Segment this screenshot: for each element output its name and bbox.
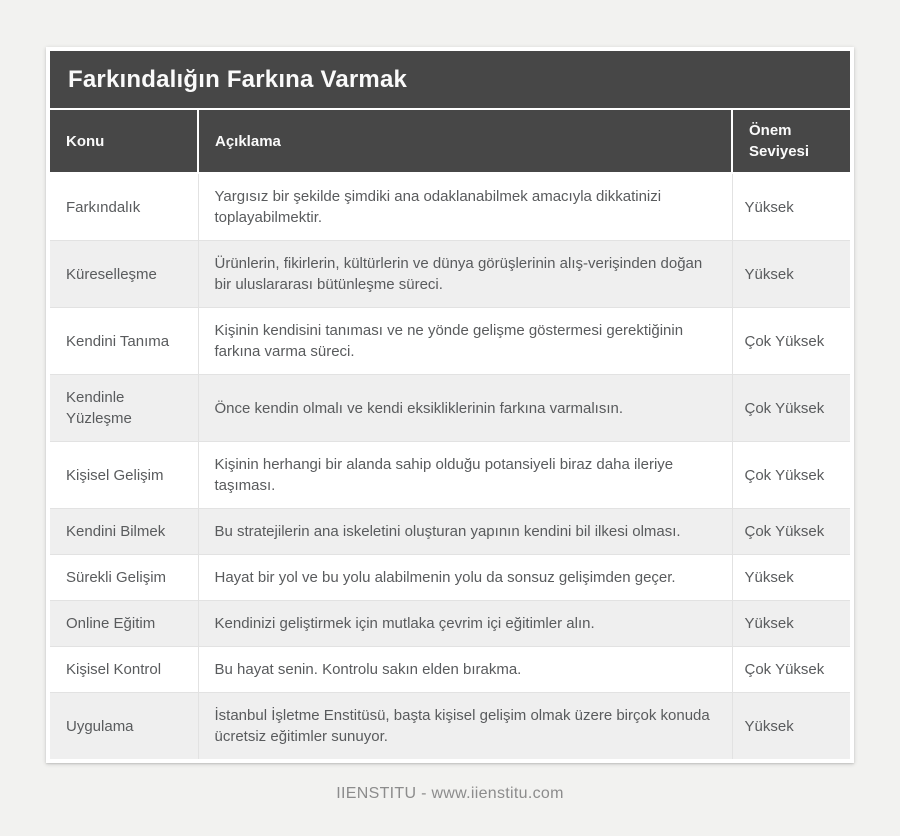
column-header-konu: Konu — [50, 110, 198, 173]
cell-onem-seviyesi: Çok Yüksek — [732, 647, 850, 693]
table-row — [50, 693, 850, 760]
cell-konu: Kişisel Kontrol — [66, 661, 162, 678]
footer-credit: IIENSTITU - www.iienstitu.com — [336, 785, 564, 802]
cell-konu: Online Eğitim — [66, 615, 156, 632]
cell-onem-seviyesi: Yüksek — [732, 601, 850, 647]
cell-onem-seviyesi: Çok Yüksek — [732, 308, 850, 375]
column-header-onem-seviyesi: Önem Seviyesi — [732, 110, 850, 173]
cell-aciklama: Kendinizi geliştirmek için mutlaka çevrim içi eğitimler alın. — [198, 601, 732, 647]
table-row — [50, 173, 850, 241]
table-header — [50, 110, 850, 173]
cell-onem-seviyesi: Çok Yüksek — [732, 375, 850, 442]
cell-aciklama: Kişinin herhangi bir alanda sahip olduğu potansiyeli biraz daha ileriye taşıması. — [198, 442, 732, 509]
cell-aciklama: Bu stratejilerin ana iskeletini oluşturan yapının kendini bil ilkesi olması. — [198, 509, 732, 555]
cell-onem-seviyesi: Yüksek — [732, 555, 850, 601]
cell-aciklama: Yargısız bir şekilde şimdiki ana odaklanabilmek amacıyla dikkatinizi toplayabilmektir. — [198, 173, 732, 241]
cell-aciklama: İstanbul İşletme Enstitüsü, başta kişisel gelişim olmak üzere birçok konuda ücretsiz eğitimler sunuyor. — [198, 693, 732, 760]
cell-onem-seviyesi: Yüksek — [732, 241, 850, 308]
cell-onem-seviyesi: Çok Yüksek — [732, 442, 850, 509]
cell-konu: Farkındalık — [66, 198, 141, 216]
awareness-table — [50, 110, 850, 759]
table-header-row — [50, 110, 850, 173]
cell-aciklama: Önce kendin olmalı ve kendi eksikliklerinin farkına varmalısın. — [198, 375, 732, 442]
table-row — [50, 375, 850, 442]
cell-aciklama: Hayat bir yol ve bu yolu alabilmenin yolu da sonsuz gelişimden geçer. — [198, 555, 732, 601]
cell-konu: Kişisel Gelişim — [66, 466, 164, 484]
table-row — [50, 442, 850, 509]
cell-konu: Sürekli Gelişim — [66, 569, 167, 586]
cell-konu: Küreselleşme — [66, 265, 157, 283]
cell-onem-seviyesi: Yüksek — [732, 693, 850, 760]
cell-konu: Kendini Bilmek — [66, 523, 166, 540]
cell-aciklama: Ürünlerin, fikirlerin, kültürlerin ve dünya görüşlerinin alış-verişinden doğan bir uluslararası bütünleşme süreci. — [198, 241, 732, 308]
table-row — [50, 647, 850, 693]
cell-aciklama: Kişinin kendisini tanıması ve ne yönde gelişme göstermesi gerektiğinin farkına varma süreci. — [198, 308, 732, 375]
column-header-aciklama: Açıklama — [198, 110, 732, 173]
table-row — [50, 555, 850, 601]
cell-konu: Uygulama — [66, 717, 134, 735]
cell-konu: Kendini Tanıma — [66, 332, 170, 350]
cell-konu: Kendinle Yüzleşme — [66, 389, 132, 427]
awareness-table-card — [46, 47, 854, 763]
cell-onem-seviyesi: Yüksek — [732, 173, 850, 241]
table-row — [50, 601, 850, 647]
table-row — [50, 308, 850, 375]
table-row — [50, 509, 850, 555]
table-row — [50, 241, 850, 308]
cell-aciklama: Bu hayat senin. Kontrolu sakın elden bırakma. — [198, 647, 732, 693]
table-title: Farkındalığın Farkına Varmak — [50, 51, 850, 110]
table-body — [50, 173, 850, 759]
cell-onem-seviyesi: Çok Yüksek — [732, 509, 850, 555]
